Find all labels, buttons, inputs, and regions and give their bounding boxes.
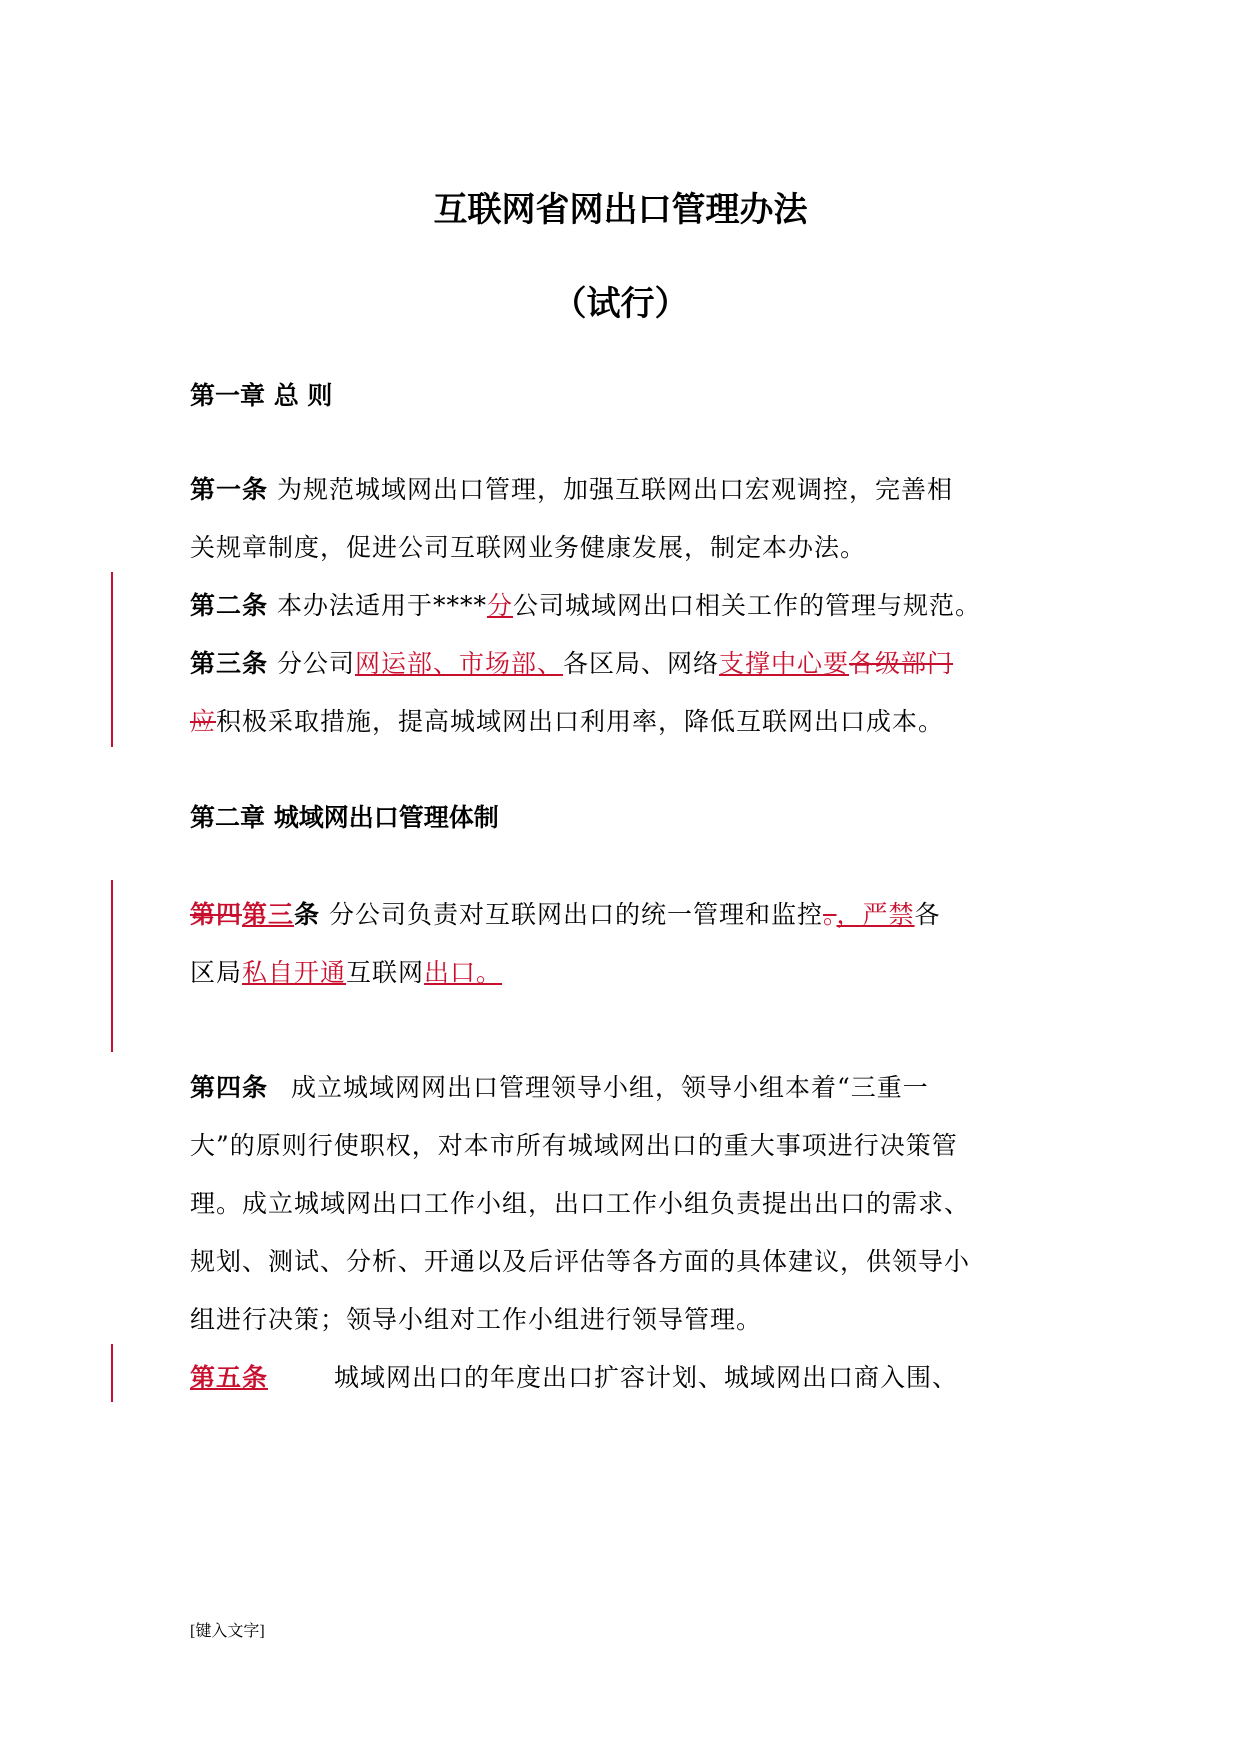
revision-change-bar [111, 1344, 113, 1402]
article-4-line-1 [190, 1068, 929, 1104]
document-subtitle: （试行） [552, 284, 689, 324]
article-3-line-1 [190, 644, 953, 680]
article-5-text-1: 城域网出口的年度出口扩容计划、城域网出口商入围、 [334, 1363, 959, 1392]
article-4-old-label-deleted: 第四 [190, 900, 243, 929]
article-4-old-text-4: 互联网 [346, 958, 425, 987]
document-title: 互联网省网出口管理办法 [433, 190, 808, 230]
chapter-1-heading: 第一章 总 则 [190, 381, 333, 410]
article-3-deletion-2: 应 [190, 707, 217, 736]
revision-change-bar [111, 572, 113, 747]
article-3-text-1: 分公司 [276, 649, 355, 678]
article-4-old-insertion-2: 私自开通 [242, 958, 347, 987]
article-4-old-text-1: 分公司负责对互联网出口的统一管理和监控 [329, 900, 824, 929]
article-4-line-2: 大”的原则行使职权，对本市所有城域网出口的重大事项进行决策管 [190, 1131, 958, 1160]
article-4-line-5: 组进行决策；领导小组对工作小组进行领导管理。 [190, 1305, 763, 1334]
article-5-line-1 [190, 1358, 958, 1394]
article-1-line-1 [190, 470, 953, 506]
article-3-insertion-1: 网运部、市场部、 [354, 649, 563, 678]
article-4-old-deletion: 。 [823, 900, 837, 929]
revision-change-bar [111, 880, 113, 1052]
article-4-text-1: 成立城域网网出口管理领导小组，领导小组本着“三重一 [290, 1073, 929, 1102]
article-3-text-3: 积极采取措施，提高城域网出口利用率，降低互联网出口成本。 [216, 707, 945, 736]
article-1-text-1: 为规范城域网出口管理，加强互联网出口宏观调控，完善相 [276, 475, 953, 504]
article-4-line-3: 理。成立城域网出口工作小组，出口工作小组负责提出出口的需求、 [190, 1189, 971, 1218]
article-5-label: 第五条 [190, 1363, 269, 1392]
article-4-old-label-inserted: 第三 [242, 900, 295, 929]
article-2-text-2: 公司城域网出口相关工作的管理与规范。 [513, 591, 982, 620]
article-4-old-line-2 [190, 953, 502, 989]
article-1-label: 第一条 [190, 475, 269, 504]
article-4-line-4: 规划、测试、分析、开通以及后评估等各方面的具体建议，供领导小 [190, 1247, 971, 1276]
article-3-label: 第三条 [190, 649, 269, 678]
footer-placeholder: [键入文字] [190, 1623, 265, 1640]
article-4-old-line-1 [190, 895, 941, 931]
article-4-old-insertion-3: 出口。 [424, 958, 503, 987]
article-2-text-1: 本办法适用于**** [276, 591, 487, 620]
article-3-insertion-2: 支撑中心要 [719, 649, 850, 678]
article-4-old-label-tail: 条 [294, 900, 321, 929]
article-4-old-insertion-1: ，严禁 [836, 900, 915, 929]
article-4-old-text-2: 各 [914, 900, 941, 929]
article-4-label: 第四条 [190, 1073, 269, 1102]
article-2-insertion: 分 [486, 591, 513, 620]
article-2-label: 第二条 [190, 591, 269, 620]
article-1-line-2: 关规章制度，促进公司互联网业务健康发展，制定本办法。 [190, 533, 867, 562]
article-3-line-2 [190, 702, 944, 738]
article-4-old-text-3: 区局 [190, 958, 243, 987]
chapter-2-heading: 第二章 城域网出口管理体制 [190, 803, 499, 832]
article-2-line [190, 586, 981, 622]
article-3-text-2: 各区局、网络 [563, 649, 720, 678]
article-3-deletion-1: 各级部门 [849, 649, 954, 678]
